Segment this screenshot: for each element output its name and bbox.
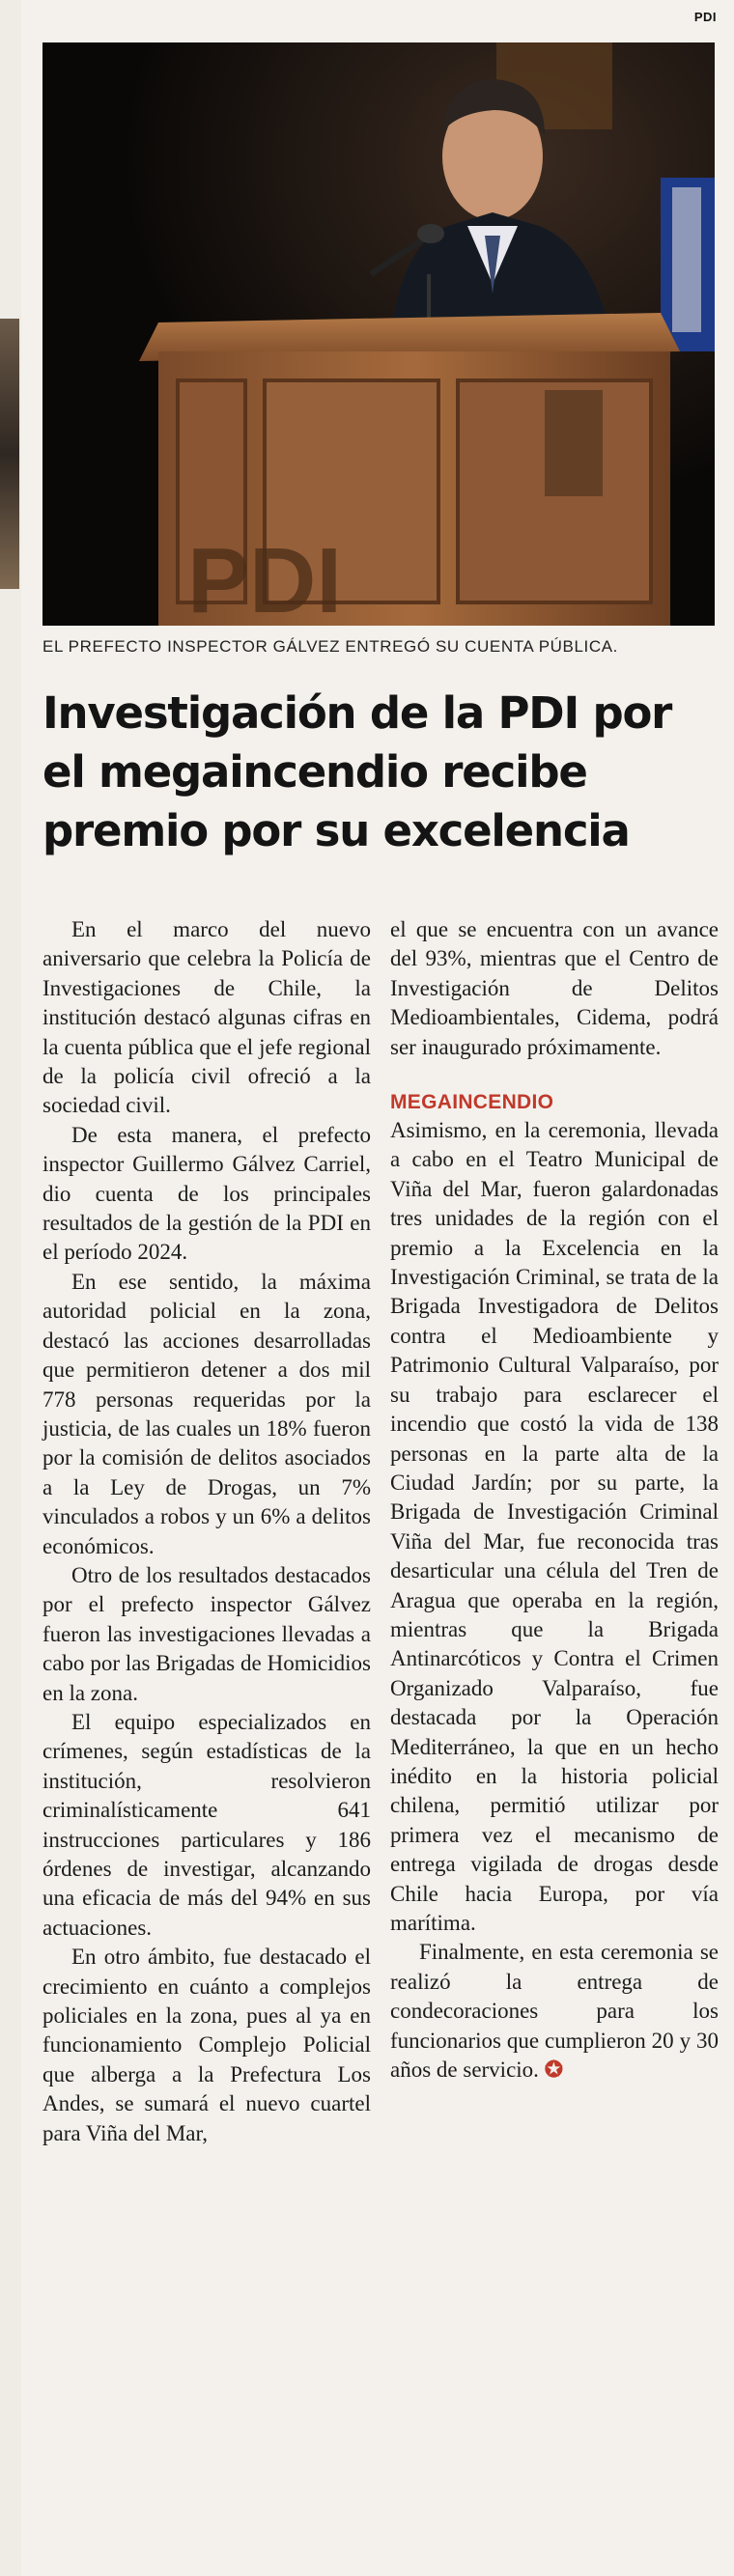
column-right bbox=[390, 915, 719, 2557]
headline: Investigación de la PDI por el megaincendio recibe premio por su excelencia bbox=[42, 687, 672, 856]
paragraph: En otro ámbito, fue destacado el crecimiento en cuánto a complejos policiales en la zona, pues al ya en funcionamiento Complejo Policial que alberga a la Prefectura Los Andes, se sumará el nuevo cuartel para Viña del Mar, bbox=[42, 1945, 371, 2145]
paragraph-text: Finalmente, en esta ceremonia se realizó la entrega de condecoraciones para los funcionarios que cumplieron 20 y 30 años de servicio. bbox=[390, 1940, 719, 2083]
paragraph: Otro de los resultados destacados por el prefecto inspector Gálvez fueron las investigaciones llevadas a cabo por las Brigadas de Homicidios en la zona. bbox=[42, 1562, 371, 1705]
paragraph: Asimismo, en la ceremonia, llevada a cabo en el Teatro Municipal de Viña del Mar, fueron galardonadas tres unidades de la región con el premio a la Excelencia en la Investigación Criminal, se trata de la Brigada Investigadora de Delitos contra el Medioambiente y Patrimonio Cultural Valparaíso, por su trabajo para esclarecer el incendio que costó la vida de 138 personas en la parte alta de la Ciudad Jardín; por su parte, la Brigada de Investigación Criminal Viña del Mar, fue reconocida tras desarticular una célula del Tren de Aragua que operaba en la región, mientras que la Brigada Antinarcóticos y Contra el Crimen Organizado Valparaíso, fue destacada por la Operación Mediterráneo, la que en un hecho inédito en la historia policial chilena, permitió utilizar por primera vez el mecanismo de entrega vigilada de drogas desde Chile hacia Europa, por vía marítima. bbox=[390, 1118, 719, 1935]
paragraph: En el marco del nuevo aniversario que celebra la Policía de Investigaciones de Chile, la institución destacó algunas cifras en la cuenta pública que el jefe regional de la policía civil ofreció a la sociedad civil. bbox=[42, 917, 371, 1118]
paragraph-continued: el que se encuentra con un avance del 93%, mientras que el Centro de Investigación de Delitos Medioambientales, Cidema, podrá ser inaugurado próximamente. bbox=[390, 917, 719, 1059]
adjacent-photo-edge bbox=[0, 319, 19, 589]
paragraph: De esta manera, el prefecto inspector Guillermo Gálvez Carriel, dio cuenta de los principales resultados de la gestión de la PDI en el período 2024. bbox=[42, 1122, 371, 1265]
speaker-at-podium-image bbox=[42, 42, 715, 626]
article-body bbox=[42, 915, 719, 2557]
paragraph bbox=[390, 1938, 719, 2085]
podium-logo: PDI bbox=[187, 529, 343, 626]
adjacent-page-edge bbox=[0, 0, 21, 2576]
section-tag: PDI bbox=[693, 10, 717, 24]
subhead: MEGAINCENDIO bbox=[390, 1091, 554, 1114]
paragraph: En ese sentido, la máxima autoridad policial en la zona, destacó las acciones desarrolladas que permitieron detener a dos mil 778 personas requeridas por la justicia, de las cuales un 18% fueron por la comisión de delitos asociados a la Ley de Drogas, un 7% vinculados a robos y un 6% a delitos económicos. bbox=[42, 1269, 371, 1558]
column-left bbox=[42, 915, 371, 2557]
article-photo bbox=[42, 42, 715, 626]
paragraph: El equipo especializados en crímenes, según estadísticas de la institución, resolvieron criminalísticamente 641 instrucciones particulares y 186 órdenes de investigar, alcanzando una eficacia de más del 94% en sus actuaciones. bbox=[42, 1709, 371, 1940]
end-mark-icon: ✪ bbox=[544, 2058, 563, 2083]
photo-caption: EL PREFECTO INSPECTOR GÁLVEZ ENTREGÓ SU CUENTA PÚBLICA. bbox=[42, 637, 619, 656]
